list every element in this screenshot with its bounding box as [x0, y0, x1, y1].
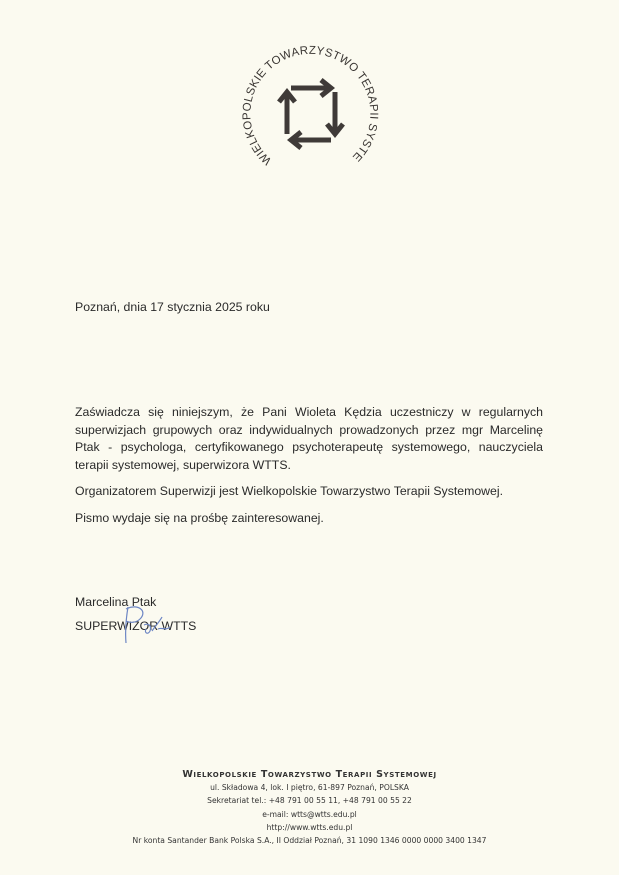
cycle-arrows-icon — [279, 80, 343, 148]
footer-website: http://www.wtts.edu.pl — [266, 822, 353, 832]
footer-bank-account: Nr konta Santander Bank Polska S.A., II Oddział Poznań, 31 1090 1346 0000 0000 3400 1347 — [132, 836, 487, 846]
footer-phone: Sekretariat tel.: +48 791 00 55 11, +48 791 00 55 22 — [207, 796, 412, 806]
certificate-paragraph: Zaświadcza się niniejszym, że Pani Wioleta Kędzia uczestniczy w regularnych superwizjach grupowych oraz indywidualnych prowadzonych przez mgr Marcelinę Ptak - psychologa, certyfikowanego psychoterapeutę systemowego, nauczyciela terapii systemowej, superwizora WTTS. — [75, 405, 543, 472]
letterhead-footer — [0, 768, 619, 847]
date-line: Poznań, dnia 17 stycznia 2025 roku — [75, 300, 270, 314]
organization-logo — [225, 28, 395, 198]
footer-organization: Wielkopolskie Towarzystwo Terapii Systemowej — [182, 769, 437, 780]
footer-email: e-mail: wtts@wtts.edu.pl — [262, 809, 357, 819]
signer-title: SUPERWIZOR WTTS — [75, 619, 197, 633]
handwritten-signature — [108, 603, 188, 645]
organizer-paragraph: Organizatorem Superwizji jest Wielkopolskie Towarzystwo Terapii Systemowej. — [75, 484, 504, 498]
signer-name: Marcelina Ptak — [75, 595, 157, 609]
logo-ring-text: WIELKOPOLSKIE TOWARZYSTWO TERAPII SYSTE — [241, 44, 380, 167]
purpose-paragraph: Pismo wydaje się na prośbę zainteresowanej. — [75, 511, 324, 525]
footer-address: ul. Składowa 4, lok. I piętro, 61-897 Poznań, POLSKA — [210, 783, 409, 793]
